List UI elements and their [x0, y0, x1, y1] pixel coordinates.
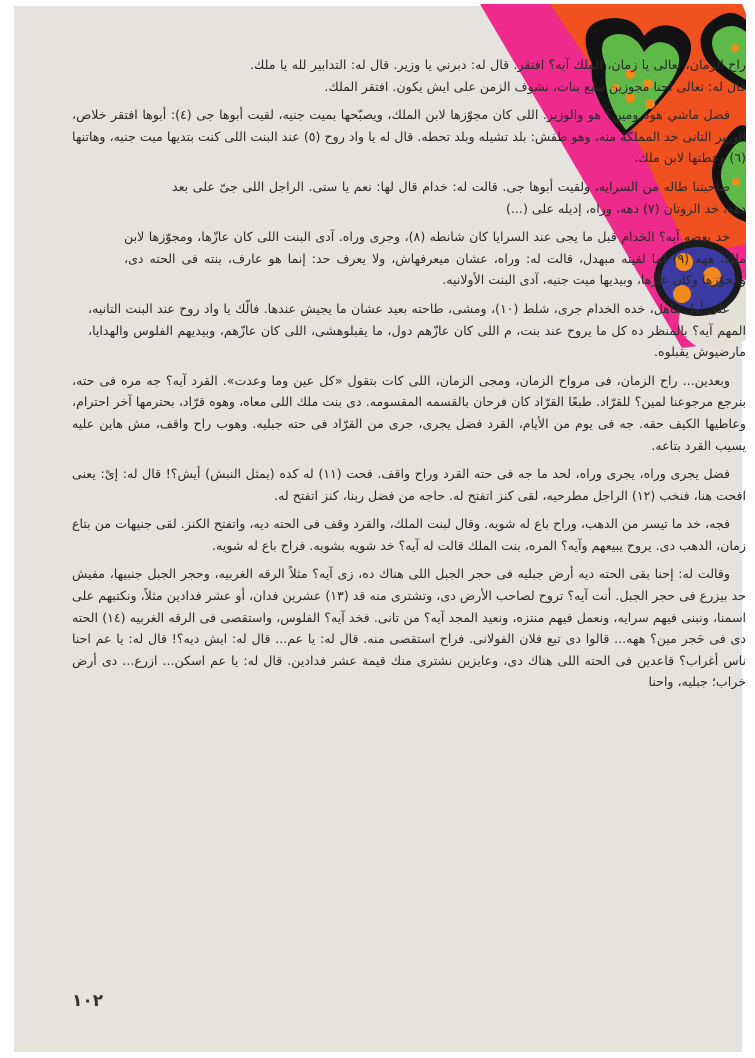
- paragraph: صاحبتنا طاله من السرايه، ولقيت أبوها جى. قالت له: خدام قال لها: نعم يا ستى. الراجل اللى جىّ على بعد دهه، خد الروتان (٧) دهه، وراه، إديله على (...): [172, 178, 746, 216]
- paragraph: وقالت له: إحنا بقى الحته ديه أرض جبليه فى حجر الجبل اللى هناك ده، زى آيه؟ مثلاً الرقه الغربيه، وحجر الجبل جنبيها، مفيش حد بيزرع فى حجر الجبل. أنت آيه؟ تروح لصاحب الأرض دى، وتشترى منه قد (١٣) عشرين فدان، أو عشر فدادين مثلاً، ونكتبهم على اسمنا، ونبنى فيهم سرايه، ونعمل فيهم منتزه، ونعيد المجد آيه؟ من تانى. فخد آيه؟ الفلوس، واستقصى فى الرقه الغربيه (١٤) الحته دى فى حَجر مين؟ ههه... قالوا دى تبع فلان الفولانى. فراح استقصى منه. قال له: يا عم... قال له: ايش ديه؟! قال له: يا عم احنا ناس أغراب؟ قاعدين فى الحته اللى هناك دى، وعايزين نشترى منك قيمة عشر فدادين. قال له: يا عم اسكن... ازرع... دى أرض خراب؛ جبليه، واحنا: [72, 566, 746, 690]
- paragraph: فضل يجرى وراه، يجرى وراه، لحد ما جه فى حته القرد وراح واقف. فحت (١١) له كده (يمثل النبش) أيش؟! قال له: إىْ: يعنى افحت هنا، فنخب (١٢) الراجل مطرحيه، لقى كنز اتفتح له. حاجه من فضل ربنا، كنز اتفتح له.: [72, 466, 746, 503]
- paragraph: فضل ماشي هوه ومين؟ هو والوزير. اللى كان مجوّزها لابن الملك، ويصبّحها بميت جنيه، لقيت أبوها جى (٤): أبوها افتقر خلاص، الوزير التانى خد المملكه منه، وهو طفش: بلد تشيله وبلد تحطه. قال له يا واد روح (٥) عند البنت اللى كنت بتديها ميت جنيه، وهاتنها (٦) وعطتها لابن ملك.: [72, 107, 746, 166]
- paragraph: وبعدين... راح الزمان، فى مرواح الزمان، ومجى الزمان، اللى كات بتقول «كل عين وما وعدت». القرد آيه؟ جه مره فى حته، بنرجع مرجوعنا لمين؟ للقرّاد. طبعًا القرّاد كان فرحان بالقسمه المقسومه. دى بنت ملك اللى معاه، وهوه قرّاد، بحترمها آخر احترام، وعاطيها الكيف حقه. جه فى يوم من الأيام، القرد فضل يجرى، جرى من القرّاد فى حته جبليه. وهوب راح واقف، مش هاين عليه يسيب القرد بتاعه.: [72, 372, 746, 453]
- paragraph: خد بعضه آيه؟ الخدام قبل ما يجى عند السرايا كان شانطه (٨)، وجرى وراه. آدى البنت اللى كان عازّها، ومجوّزها لابن ملك، ههه (٩) لما لقيته مبهدل، قالت له: وراه، عشان ميعرفهاش، ولا يعرف حد: إنما هو عارف، بنته فى الحته دى، ومجوّزها وكان عازّها، وبيديها ميت جنيه، آدى البنت الأولانيه.: [124, 229, 746, 288]
- book-page: [14, 6, 746, 1052]
- page-number: ١٠٢: [72, 991, 104, 1011]
- story-text: [72, 54, 746, 700]
- paragraph: فجه، خد ما تيسر من الدهب، وراح باع له شويه. وقال لبنت الملك، والقرد وقف فى الحته ديه، واتفتح الكنز. لقى جنيهات من بتاع زمان، الدهب دى. يروح يبيعهم وآيه؟ المره، بنت الملك قالت له آيه؟ خد شويه بشويه. فراح باع له شويه.: [72, 516, 746, 553]
- paragraph: على أول ماهل، خده الخدام جرى، شلط (١٠)، ومشى، طاحته بعيد عشان ما يجيش عندها. فالّك يا واد روح عند البنت التانيه، المهم آيه؟ بالمنظر ده كل ما يروح عند بنت، م اللى كان عازّهم دول، ما يقبلوهشى، اللى كان عازّهم، وبيديهم الفلوس والهدايا، مارضيوش يقبلوه.: [88, 300, 746, 360]
- paragraph: راح الزمان، تعالى يا زمان، الملك آيه؟ افتقر. قال له: دبرني يا وزير. قال له: التدابير لله يا ملك. قال له: تعالى احنا مجوزين سبع بنات، نشوف الزمن على ايش يكون. افتقر الملك.: [250, 57, 746, 94]
